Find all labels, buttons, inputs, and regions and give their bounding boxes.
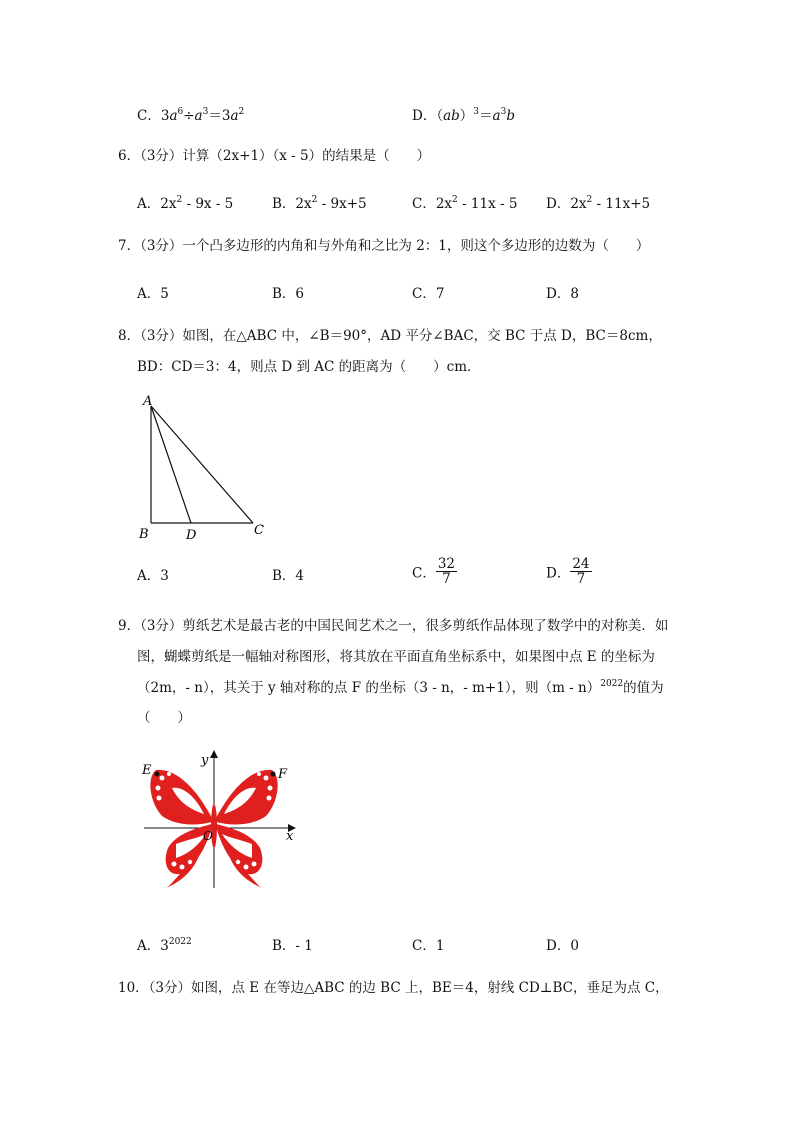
q7-option-a: A．5 xyxy=(137,286,169,302)
q10-stem-line1: 10．（3分）如图，点 E 在等边△ABC 的边 BC 上，BE＝4，射线 CD⊥BC，垂足为点 C， xyxy=(118,980,669,996)
q6-option-d: D．$2x^2 - 11x+5$ xyxy=(546,195,651,212)
q9-stem-line2: 图，蝴蝶剪纸是一幅轴对称图形，将其放在平面直角坐标系中，如果图中点 E 的坐标为 xyxy=(137,649,655,665)
point-e xyxy=(155,772,160,777)
point-f xyxy=(271,772,276,777)
q6-option-c: C．$2x^2 - 11x - 5$ xyxy=(412,195,518,212)
q9-stem-line3: （2m，- n），其关于 y 轴对称的点 F 的坐标（3 - n，- m+1），则（m - n）$^{2022}$的值为 xyxy=(137,679,664,696)
side-ac xyxy=(151,406,253,523)
label-y: y xyxy=(201,753,209,768)
q6-option-a: A．$2x^2 - 9x - 5$ xyxy=(137,195,234,212)
q8-option-d: D． $\frac{24}{7}$ xyxy=(546,556,590,587)
q5-option-d: D．$(ab)^3=a^3b$ xyxy=(412,107,515,124)
q6-stem: 6．（3分）计算（2x+1）（x - 5）的结果是（ ） xyxy=(118,148,431,164)
q9-butterfly-figure xyxy=(136,748,306,898)
label-c: C xyxy=(254,523,264,538)
label-o: O xyxy=(203,829,213,843)
q9-option-b: B．- 1 xyxy=(272,938,313,954)
y-axis-arrow xyxy=(210,750,218,758)
fraction-24-7: $\frac{24}{7}$ xyxy=(572,556,590,587)
q8-option-c: C． $\frac{32}{7}$ xyxy=(412,556,456,587)
q8-stem-line1: 8．（3分）如图，在△ABC 中，∠B＝90°，AD 平分∠BAC，交 BC 于点 D，BC＝8cm， xyxy=(118,328,662,344)
q5-option-c: C．$3a^6\div a^3=3a^2$ xyxy=(137,107,245,124)
q7-option-b: B．6 xyxy=(272,286,305,302)
q6-option-b: B．$2x^2 - 9x+5$ xyxy=(272,195,367,212)
label-x: x xyxy=(286,829,294,844)
q7-option-d: D．8 xyxy=(546,286,579,302)
label-d: D xyxy=(186,528,197,543)
q9-option-c: C．1 xyxy=(412,938,445,954)
q9-option-a: A．$3^{2022}$ xyxy=(137,937,192,954)
label-b: B xyxy=(139,527,149,542)
q7-stem: 7．（3分）一个凸多边形的内角和与外角和之比为 2：1，则这个多边形的边数为（ ） xyxy=(118,238,650,254)
fraction-32-7: $\frac{32}{7}$ xyxy=(437,556,456,587)
label-e: E xyxy=(142,763,152,778)
q8-triangle-figure xyxy=(130,388,280,548)
q7-option-c: C．7 xyxy=(412,286,445,302)
q8-option-b: B．4 xyxy=(272,568,305,584)
q9-option-d: D．0 xyxy=(546,938,579,954)
q8-option-a: A．3 xyxy=(137,568,169,584)
q9-stem-line4: （ ） xyxy=(137,710,191,726)
label-a: A xyxy=(143,394,153,409)
q9-stem-line1: 9．（3分）剪纸艺术是最古老的中国民间艺术之一，很多剪纸作品体现了数学中的对称美．如 xyxy=(118,618,669,634)
segment-ad xyxy=(151,406,191,523)
label-f: F xyxy=(278,767,288,782)
q8-stem-line2: BD：CD＝3：4，则点 D 到 AC 的距离为（ ）cm． xyxy=(137,359,481,375)
